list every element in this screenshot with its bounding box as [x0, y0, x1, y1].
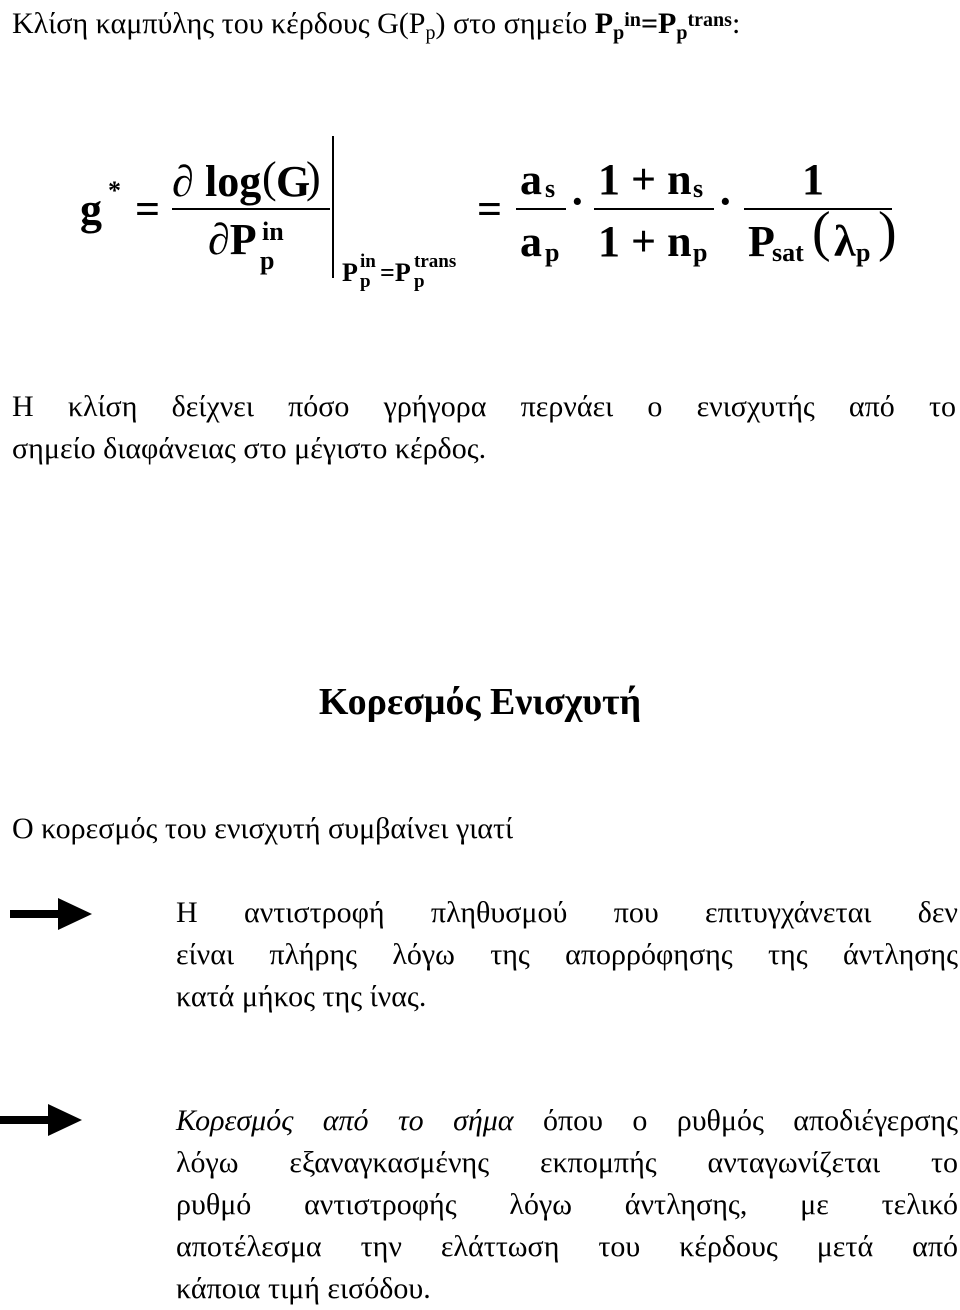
eval-p2: p	[414, 271, 425, 292]
formula-one: 1	[802, 155, 824, 204]
slope-explanation	[12, 386, 956, 470]
bullet2-line5: κάποια τιμή εισόδου.	[176, 1272, 431, 1305]
bullet2-italic: Κορεσμός από το σήμα	[176, 1104, 514, 1137]
formula-lpar2: (	[812, 201, 831, 263]
eval-p1: p	[360, 271, 371, 292]
bullet2-line1-rest: όπου ο ρυθμός αποδιέγερσης	[513, 1104, 958, 1137]
fraction-bar-3	[594, 208, 714, 210]
slope-explanation-line2: σημείο διαφάνειας στο μέγιστο κέρδος.	[12, 432, 487, 465]
evaluation-bar	[332, 136, 334, 278]
formula-p3: p	[693, 238, 708, 267]
formula-s2: s	[693, 174, 704, 203]
formula-lambda: λ	[834, 217, 856, 266]
title-prefix: Κλίση καμπύλης του κέρδους G(P	[12, 7, 426, 40]
arrow-right-icon	[0, 1102, 82, 1138]
eval-trans: trans	[414, 251, 457, 272]
fraction-bar-2	[516, 208, 566, 210]
bullet2-line2: λόγω εξαναγκασμένης εκπομπής ανταγωνίζεται το	[176, 1146, 958, 1179]
bullet1-line1: Η αντιστροφή πληθυσμού που επιτυγχάνεται δεν	[176, 896, 958, 929]
formula-Psat: P	[748, 217, 775, 266]
fraction-bar-1	[172, 208, 330, 210]
title-P2-sup: trans	[687, 9, 732, 31]
title-P1-sub: p	[613, 22, 625, 44]
title-middle: ) στο σημείο	[435, 7, 595, 40]
formula-rpar2: )	[878, 201, 897, 263]
title-P1-sup: in	[624, 9, 641, 31]
formula-lpar1: (	[262, 153, 277, 202]
formula-partial-top: ∂	[172, 157, 194, 206]
title-suffix: :	[731, 7, 741, 40]
formula-partial-bot: ∂P	[208, 215, 257, 264]
formula-log: log	[205, 157, 262, 206]
formula-one-plus-np: 1 + n	[598, 217, 692, 266]
section-heading: Κορεσμός Ενισχυτή	[318, 681, 642, 723]
formula-eq1: =	[135, 185, 161, 234]
formula-as: a	[520, 155, 542, 204]
bullet-pump-absorption	[176, 892, 958, 1018]
saturation-intro: Ο κορεσμός του ενισχυτή συμβαίνει γιατί	[12, 812, 514, 845]
formula-sat: sat	[772, 238, 804, 267]
formula-star: *	[108, 176, 121, 205]
formula-in: in	[262, 217, 284, 246]
slope-explanation-line1: Η κλίση δείχνει πόσο γρήγορα περνάει ο ενισχυτής από το	[12, 390, 956, 423]
eval-eq: =P	[380, 258, 411, 287]
title-P2-sub: p	[676, 22, 688, 44]
formula-p4: p	[856, 238, 871, 267]
title-eq: =	[640, 7, 659, 40]
bullet-signal-saturation	[176, 1100, 958, 1310]
formula-dot2: ·	[718, 177, 733, 226]
arrow-right-icon	[10, 896, 92, 932]
formula-eq2: =	[477, 185, 503, 234]
formula-dot1: ·	[570, 177, 585, 226]
page-title	[12, 0, 740, 57]
bullet2-line3: ρυθμό αντιστροφής λόγω άντλησης, με τελικό	[176, 1188, 958, 1221]
title-sub: p	[425, 22, 436, 44]
formula-s: s	[545, 174, 556, 203]
formula-p2: p	[545, 238, 560, 267]
bullet2-line1	[176, 1100, 958, 1142]
formula-g: g	[80, 185, 102, 234]
title-P1: P	[594, 7, 614, 40]
formula-G: G	[276, 157, 311, 206]
formula-ap: a	[520, 217, 542, 266]
eval-in: in	[360, 251, 376, 272]
formula-p: p	[260, 246, 275, 275]
title-P2: P	[658, 7, 677, 40]
bullet1-line2: είναι πλήρης λόγω της απορρόφησης της άντλησης	[176, 938, 958, 971]
bullet2-line4: αποτέλεσμα την ελάττωση του κέρδους μετά από	[176, 1230, 958, 1263]
formula-rpar1: )	[306, 153, 321, 202]
bullet1-line3: κατά μήκος της ίνας.	[176, 980, 427, 1013]
eval-P1: P	[342, 258, 358, 287]
formula-one-plus-ns: 1 + n	[598, 155, 692, 204]
